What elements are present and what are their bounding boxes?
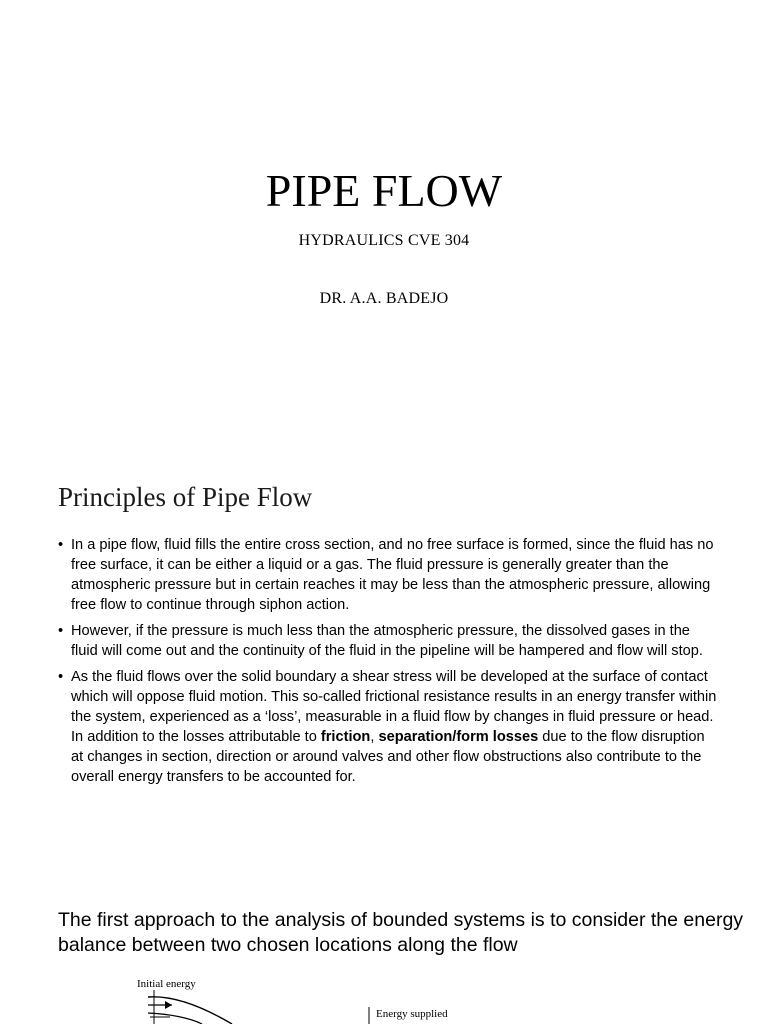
course-code: HYDRAULICS CVE 304 [298, 232, 470, 249]
bullet-text: In a pipe flow, fluid fills the entire cross section, and no free surface is formed, since the fluid has no free surface, it can be either a liquid or a gas. The fluid pressure is generally greater than the atmospheric pressure but in certain reaches it may be less than the atmospheric pressure, allowing free flow to continue through siphon action. [71, 537, 714, 613]
initial-energy-arrow-head [165, 1001, 172, 1009]
label-initial-energy: Initial energy [137, 978, 196, 990]
slide-statement: The first approach to the analysis of bounded systems is to consider the energy balance between two chosen locations along the flow [58, 909, 744, 956]
author-name: DR. A.A. BADEJO [319, 290, 449, 307]
bullet-dot-icon: • [58, 537, 64, 553]
bullet-text: However, if the pressure is much less than the atmospheric pressure, the dissolved gases in the fluid will come out and the continuity of the fluid in the pipeline will be hampered and flow will stop. [71, 623, 703, 659]
pipe-wall-upper [148, 997, 232, 1024]
bullet-dot-icon: • [58, 669, 64, 685]
slide-title: PIPE FLOW [265, 165, 503, 216]
bullet-list [58, 535, 718, 793]
bullet-item [58, 667, 718, 787]
bullet-dot-icon: • [58, 623, 64, 639]
bold-term-friction: friction [320, 729, 371, 745]
label-energy-supplied: Energy supplied [376, 1008, 448, 1020]
bullet-text: As the fluid flows over the solid boundary a shear stress will be developed at the surface of contact which will oppose fluid motion. This so-called frictional resistance results in an energy transfer within the system, experienced as a ‘loss’, measurable in a fluid flow by changes in fluid pressure or head. In addition to the losses attributable to friction, separation/form losses due to the flow disruption at changes in section, direction or around valves and other flow obstructions also contribute to the overall energy transfers to be accounted for. [71, 669, 717, 785]
bullet-item [58, 535, 718, 615]
bold-term-separation: separation/form losses [378, 729, 539, 745]
section-heading: Principles of Pipe Flow [58, 482, 313, 512]
pipe-wall-lower [148, 1013, 202, 1024]
bullet-item [58, 621, 718, 661]
